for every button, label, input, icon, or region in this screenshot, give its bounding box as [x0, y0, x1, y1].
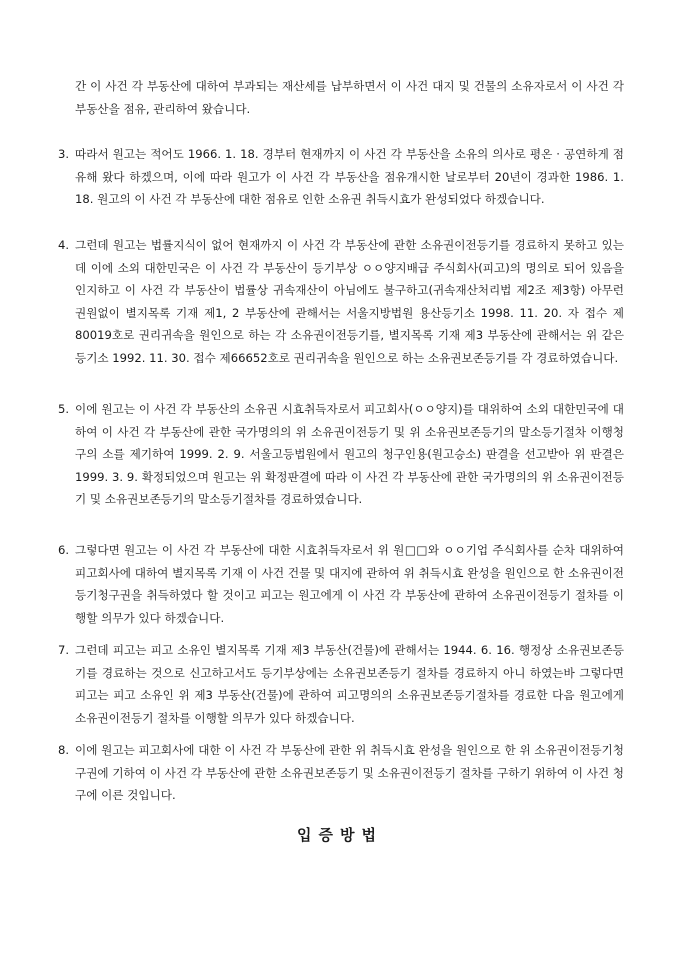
paragraph-7: [58, 639, 624, 729]
paragraph-3: [58, 143, 624, 211]
paragraph-5: [58, 398, 624, 511]
paragraph-text: 이에 원고는 피고회사에 대한 이 사건 각 부동산에 관한 위 취득시효 완성을 원인으로 한 위 소유권이전등기청구권에 기하여 이 사건 각 부동산에 관한 소유권보존등기 및 소유권이전등기 절차를 구하기 위하여 이 사건 청구에 이른 것입니다.: [75, 743, 624, 802]
section-heading: 입증방법: [297, 826, 383, 844]
continuation-paragraph: 간 이 사건 각 부동산에 대하여 부과되는 재산세를 납부하면서 이 사건 대지 및 건물의 소유자로서 이 사건 각 부동산을 점유, 관리하여 왔습니다.: [75, 79, 624, 116]
paragraph-number: 3.: [58, 147, 70, 161]
paragraph-4: [58, 234, 624, 369]
paragraph-8: [58, 739, 624, 807]
paragraph-6: [58, 539, 624, 629]
paragraph-text: 따라서 원고는 적어도 1966. 1. 18. 경부터 현재까지 이 사건 각 부동산을 소유의 의사로 평온 · 공연하게 점유해 왔다 하겠으며, 이에 따라 원고가 이 사건 각 부동산을 점유개시한 날로부터 20년이 경과한 1986. 1. 18. 원고의 이 사건 각 부동산에 대한 점유로 인한 소유권 취득시효가 완성되었다 하겠습니다.: [75, 147, 624, 206]
paragraph-text: 그런데 피고는 피고 소유인 별지목록 기재 제3 부동산(건물)에 관해서는 1944. 6. 16. 행정상 소유권보존등기를 경료하는 것으로 신고하고서도 등기부상에는 소유권보존등기 절차를 경료하지 아니 하였는바 그렇다면 피고는 피고 소유인 위 제3 부동산(건물)에 관하여 피고명의의 소유권보존등기절차를 경료한 다음 원고에게 소유권이전등기 절차를 이행할 의무가 있다 하겠습니다.: [75, 643, 624, 725]
paragraph-text: 이에 원고는 이 사건 각 부동산의 소유권 시효취득자로서 피고회사(ㅇㅇ양지)를 대위하여 소외 대한민국에 대하여 이 사건 각 부동산에 관한 국가명의의 위 소유권이전등기 및 위 소유권보존등기의 말소등기절차 이행청구의 소를 제기하여 1999. 2. 9. 서울고등법원에서 원고의 청구인용(원고승소) 판결을 선고받아 위 판결은 1999. 3. 9. 확정되었으며 원고는 위 확정판결에 따라 이 사건 각 부동산에 관한 국가명의의 위 소유권이전등기 및 소유권보존등기의 말소등기절차를 경료하였습니다.: [75, 402, 624, 506]
paragraph-text: 그렇다면 원고는 이 사건 각 부동산에 대한 시효취득자로서 위 원□□와 ㅇㅇ기업 주식회사를 순차 대위하여 피고회사에 대하여 별지목록 기재 이 사건 건물 및 대지에 관하여 위 취득시효 완성을 원인으로 한 소유권이전등기청구권을 취득하였다 할 것이고 피고는 원고에게 이 사건 각 부동산에 관하여 소유권이전등기 절차를 이행할 의무가 있다 하겠습니다.: [75, 543, 624, 625]
paragraph-text: 그런데 원고는 법률지식이 없어 현재까지 이 사건 각 부동산에 관한 소유권이전등기를 경료하지 못하고 있는데 이에 소외 대한민국은 이 사건 각 부동산이 등기부상 ㅇㅇ양지배급 주식회사(피고)의 명의로 되어 있음을 인지하고 이 사건 각 부동산이 법률상 귀속재산이 아님에도 불구하고(귀속재산처리법 제2조 제3항) 아무런 권원없이 별지목록 기재 제1, 2 부동산에 관해서는 서울지방법원 용산등기소 1998. 11. 20. 자 접수 제80019호로 권리귀속을 원인으로 하는 각 소유권이전등기를, 별지목록 기재 제3 부동산에 관해서는 위 같은 등기소 1992. 11. 30. 접수 제66652호로 권리귀속을 원인으로 하는 소유권보존등기를 각 경료하였습니다.: [75, 238, 624, 365]
paragraph-number: 7.: [58, 643, 70, 657]
paragraph-number: 8.: [58, 743, 70, 757]
paragraph-number: 4.: [58, 238, 70, 252]
paragraph-number: 5.: [58, 402, 70, 416]
paragraph-number: 6.: [58, 543, 70, 557]
